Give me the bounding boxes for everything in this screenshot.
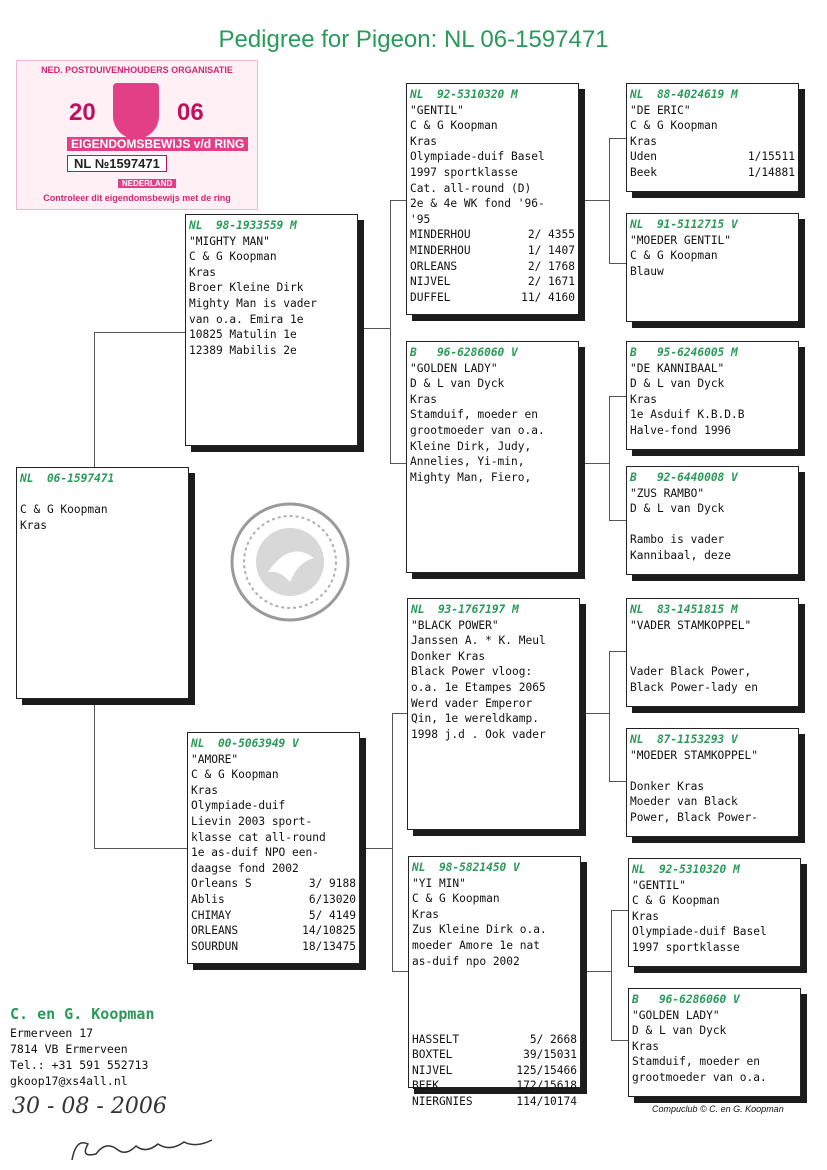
breeder-name: C. en G. Koopman [10,1005,155,1023]
info-line: C & G Koopman [191,768,279,782]
certificate-country: NEDERLAND [118,179,176,188]
info-line: "GOLDEN LADY" [410,361,498,375]
info-line: Kras [410,392,437,406]
race-result [630,165,795,181]
ring-number: NL 93-1767197 M [411,603,519,616]
info-line: Lievin 2003 sport- [191,814,313,828]
ring-number: NL 06-1597471 [20,472,115,485]
pigeon-card-sire-dam [406,341,579,573]
info-line: "BLACK POWER" [411,618,499,632]
race-location: MINDERHOU [410,243,471,257]
race-location: Beek [630,165,657,179]
pigeon-card-dam-sire-dam [626,728,799,837]
pigeon-card-dam-sire-sire [626,598,799,707]
pigeon-card-sire-dam-sire [626,341,799,450]
pigeon-card-dam-dam-dam [628,988,801,1097]
info-line: Stamduif, moeder en [632,1055,760,1069]
info-line: Black Power vloog: [411,665,533,679]
info-line: Kannibaal, deze [630,548,732,562]
race-location: NIJVEL [410,275,451,289]
race-result [410,227,575,243]
info-line: klasse cat all-round [191,830,326,844]
signature-date: 30 - 08 - 2006 [12,1094,167,1119]
blank-line [412,969,577,985]
breeder-street: Ermerveen 17 [10,1026,94,1040]
info-line: grootmoeder van o.a. [632,1070,767,1084]
ring-number: №1597471 [94,156,160,171]
connector [392,971,409,972]
connector [579,200,609,201]
info-line: grootmoeder van o.a. [410,423,545,437]
race-location: ORLEANS [191,924,239,938]
connector [609,396,627,397]
blank-line [412,985,577,1001]
pigeon-card-sire [185,214,358,446]
info-line: Mighty Man, Fiero, [410,470,532,484]
race-placing: 125/15466 [516,1063,577,1077]
blank-line [630,649,795,665]
connector [94,698,95,848]
info-line: Donker Kras [411,649,486,663]
certificate-notice: Controleer dit eigendomsbewijs met de ring [43,193,231,203]
race-placing: 1/ 1407 [527,243,575,257]
info-line: Moeder van Black [630,795,738,809]
info-line: Kras [632,909,659,923]
info-line: Werd vader Emperor [411,696,533,710]
race-placing: 2/ 4355 [527,228,575,242]
breeder-phone: Tel.: +31 591 552713 [10,1058,149,1072]
info-line: "GENTIL" [632,878,686,892]
pigeon-card-sire-sire-dam [626,213,799,322]
certificate-year-right: 06 [177,99,204,126]
race-result [630,149,795,165]
info-line: C & G Koopman [632,894,720,908]
blank-line [20,487,185,503]
race-result [191,923,356,939]
race-result [410,259,575,275]
blank-line [630,763,795,779]
race-result [410,274,575,290]
info-line: 12389 Mabilis 2e [189,343,297,357]
info-line: C & G Koopman [189,250,277,264]
race-location: Ablis [191,892,225,906]
info-line: "DE KANNIBAAL" [630,361,725,375]
info-line: Kras [632,1039,659,1053]
ring-number: NL 91-5112715 V [630,218,738,231]
race-result [412,1032,577,1048]
connector [357,328,390,329]
race-result [410,243,575,259]
info-line: 1e as-duif NPO een- [191,846,319,860]
info-line: van o.a. Emira 1e [189,312,304,326]
connector [609,138,610,263]
info-line: Olympiade-duif Basel [410,150,545,164]
page-title: Pedigree for Pigeon: NL 06-1597471 [218,26,609,53]
connector [611,910,612,1040]
pigeon-card-sire-sire-sire [626,83,799,192]
info-line: Broer Kleine Dirk [189,281,304,295]
info-line: o.a. 1e Etampes 2065 [411,680,546,694]
connector [581,971,611,972]
ring-number: NL 83-1451815 M [630,603,738,616]
info-line: 1998 j.d . Ook vader [411,727,546,741]
info-line: Power, Black Power- [630,810,758,824]
ring-number: NL 98-1933559 M [189,219,297,232]
ring-number: NL 98-5821450 V [412,861,520,874]
info-line: C & G Koopman [412,892,500,906]
race-location: BEEK [412,1079,439,1093]
pigeon-card-sire-sire [406,83,579,315]
info-line: Kras [630,392,657,406]
copyright-note: Compuclub © C. en G. Koopman [652,1104,784,1114]
stamp-seal [228,500,352,624]
info-line: C & G Koopman [630,119,718,133]
blank-line [412,1000,577,1016]
info-line: moeder Amore 1e nat [412,938,540,952]
pigeon-card-dam-sire [407,598,580,830]
pigeon-card-dam-dam [408,856,581,1108]
info-line: Kras [630,134,657,148]
race-placing: 11/ 4160 [521,290,575,304]
race-result [412,1047,577,1063]
connector [609,781,627,782]
connector [609,651,610,781]
race-placing: 14/10825 [302,924,356,938]
info-line: "VADER STAMKOPPEL" [630,618,752,632]
blank-line [630,517,795,533]
race-placing: 1/14881 [747,165,795,179]
connector [390,200,407,201]
certificate-org: NED. POSTDUIVENHOUDERS ORGANISATIE [41,65,233,75]
info-line: "AMORE" [191,752,239,766]
info-line: Janssen A. * K. Meul [411,634,546,648]
info-line: Stamduif, moeder en [410,408,538,422]
info-line: Halve-fond 1996 [630,423,732,437]
race-placing: 3/ 9188 [308,877,356,891]
race-result [191,892,356,908]
breeder-email: gkoop17@xs4all.nl [10,1074,128,1088]
connector [94,332,186,333]
info-line: "DE ERIC" [630,103,691,117]
info-line: Olympiade-duif [191,799,286,813]
certificate-ring [67,155,167,172]
info-line: C & G Koopman [630,249,718,263]
race-placing: 18/13475 [302,939,356,953]
connector [359,848,392,849]
race-location: ORLEANS [410,259,458,273]
pigeon-card-subject [16,467,189,699]
ring-number: B 92-6440008 V [630,471,738,484]
race-location: HASSELT [412,1032,460,1046]
connector [94,332,95,468]
info-line: Kleine Dirk, Judy, [410,439,532,453]
info-line: Kras [412,907,439,921]
lion-crest-icon [113,83,159,139]
connector [609,520,627,521]
race-location: Orleans S [191,877,252,891]
ring-number: NL 00-5063949 V [191,737,299,750]
race-location: Uden [630,150,657,164]
connector [390,463,407,464]
info-line: Zus Kleine Dirk o.a. [412,923,547,937]
pigeon-card-dam [187,732,360,964]
handwritten-signature [66,1130,216,1166]
race-location: MINDERHOU [410,228,471,242]
race-placing: 5/ 2668 [529,1032,577,1046]
race-placing: 114/10174 [516,1094,577,1108]
info-line: D & L van Dyck [410,377,505,391]
info-line: Donker Kras [630,779,705,793]
info-line: Cat. all-round (D) [410,181,532,195]
info-line: 1e Asduif K.B.D.B [630,408,745,422]
connector [609,651,627,652]
info-line: Blauw [630,264,664,278]
info-line: "GOLDEN LADY" [632,1008,720,1022]
certificate-band-title: EIGENDOMSBEWIJS v/d RING [67,137,248,151]
info-line: Kras [191,783,218,797]
blank-line [412,1016,577,1032]
race-placing: 2/ 1768 [527,259,575,273]
race-result [412,1078,577,1094]
connector [390,200,391,463]
connector [609,263,627,264]
connector [392,713,393,971]
race-location: SOURDUN [191,939,239,953]
info-line: D & L van Dyck [630,377,725,391]
info-line: C & G Koopman [20,503,108,517]
info-line: "MIGHTY MAN" [189,234,270,248]
ring-number: NL 88-4024619 M [630,88,738,101]
race-placing: 39/15031 [523,1048,577,1062]
race-result [191,939,356,955]
connector [611,910,628,911]
connector [609,138,627,139]
race-placing: 5/ 4149 [308,908,356,922]
pigeon-card-dam-dam-sire [628,858,801,967]
race-result [412,1094,577,1110]
info-line: daagse fond 2002 [191,861,299,875]
info-line: '95 [410,212,431,226]
race-location: BOXTEL [412,1048,453,1062]
race-placing: 1/15511 [747,150,795,164]
info-line: "GENTIL" [410,103,464,117]
ring-prefix: NL [74,156,92,171]
info-line: as-duif npo 2002 [412,954,520,968]
info-line: 10825 Matulin 1e [189,328,297,342]
breeder-city: 7814 VB Ermerveen [10,1042,128,1056]
pigeon-card-sire-dam-dam [626,466,799,575]
info-line: "YI MIN" [412,876,466,890]
info-line: Rambo is vader [630,533,725,547]
info-line: D & L van Dyck [630,502,725,516]
ring-number: NL 87-1153293 V [630,733,738,746]
connector [579,713,609,714]
connector [611,1040,628,1041]
info-line: Olympiade-duif Basel [632,925,767,939]
blank-line [630,633,795,649]
ring-number: B 96-6286060 V [410,346,518,359]
race-result [191,908,356,924]
certificate-year-left: 20 [69,99,96,126]
info-line: Kras [189,265,216,279]
race-placing: 2/ 1671 [527,275,575,289]
race-location: NIJVEL [412,1063,453,1077]
race-result [191,876,356,892]
info-line: Black Power-lady en [630,680,758,694]
info-line: D & L van Dyck [632,1024,727,1038]
race-result [412,1063,577,1079]
info-line: "ZUS RAMBO" [630,486,705,500]
ring-certificate [16,60,258,210]
info-line: Kras [410,134,437,148]
info-line: "MOEDER GENTIL" [630,233,732,247]
ring-number: B 95-6246005 M [630,346,738,359]
info-line: Vader Black Power, [630,665,752,679]
race-placing: 172/15618 [516,1079,577,1093]
ring-number: B 96-6286060 V [632,993,740,1006]
connector [94,848,189,849]
race-location: DUFFEL [410,290,451,304]
info-line: 1997 sportklasse [632,940,740,954]
connector [609,396,610,520]
ring-number: NL 92-5310320 M [410,88,518,101]
connector [579,463,609,464]
info-line: C & G Koopman [410,119,498,133]
info-line: 2e & 4e WK fond '96- [410,197,545,211]
race-location: NIERGNIES [412,1094,473,1108]
ring-number: NL 92-5310320 M [632,863,740,876]
info-line: Mighty Man is vader [189,296,317,310]
info-line: 1997 sportklasse [410,165,518,179]
info-line: Kras [20,518,47,532]
race-location: CHIMAY [191,908,232,922]
info-line: Qin, 1e wereldkamp. [411,712,539,726]
info-line: "MOEDER STAMKOPPEL" [630,748,758,762]
info-line: Annelies, Yi-min, [410,455,525,469]
race-result [410,290,575,306]
race-placing: 6/13020 [308,892,356,906]
